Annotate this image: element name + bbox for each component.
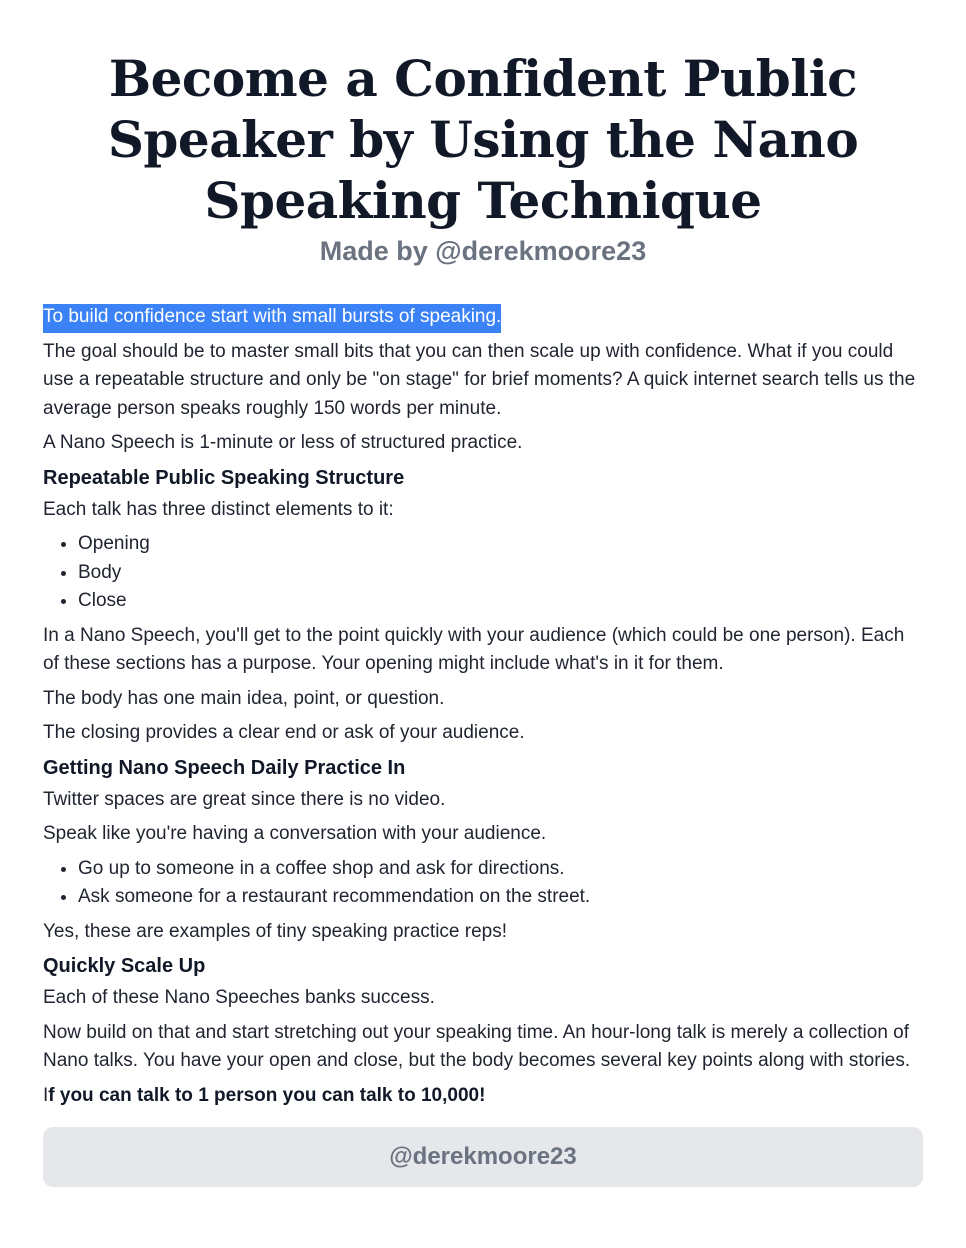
section-heading: Repeatable Public Speaking Structure (43, 466, 405, 489)
paragraph: Now build on that and start stretching out your speaking time. An hour-long talk is merely a collection of Nano talks. You have your open and close, but the body becomes several key points along with stories. (43, 1021, 911, 1071)
list-item: • Go up to someone in a coffee shop and ask for directions. (78, 855, 923, 884)
selection-highlight[interactable]: To build confidence start with small bursts of speaking. (43, 304, 501, 333)
list-item: • Close (78, 587, 923, 616)
paragraph: Each of these Nano Speeches banks success. (43, 987, 435, 1008)
byline: Made by @derekmoore23 (319, 236, 647, 266)
list-item: • Body (78, 559, 923, 588)
page (0, 48, 966, 1187)
paragraph: The closing provides a clear end or ask of your audience. (43, 722, 525, 743)
bullet-list (43, 855, 923, 912)
paragraph: Twitter spaces are great since there is no video. (43, 788, 446, 810)
paragraph: Yes, these are examples of tiny speaking practice reps! (43, 920, 507, 942)
list-item: • Opening (78, 530, 923, 559)
closing-bold: f you can talk to 1 person you can talk to 10,000! (48, 1084, 486, 1106)
paragraph: A Nano Speech is 1-minute or less of structured practice. (43, 432, 523, 453)
paragraph: In a Nano Speech, you'll get to the point quickly with your audience (which could be one person). Each of these sections has a purpose. Your opening might include what's in it for them. (43, 624, 905, 674)
highlighted-sentence (43, 303, 923, 332)
article-body (43, 303, 923, 1110)
section-heading: Getting Nano Speech Daily Practice In (43, 756, 406, 779)
section-heading: Quickly Scale Up (43, 955, 206, 977)
closing-statement (43, 1082, 923, 1111)
paragraph: Each talk has three distinct elements to it: (43, 498, 394, 520)
paragraph: The goal should be to master small bits that you can then scale up with confidence. What if you could use a repeatable structure and only be "on stage" for brief moments? A quick internet search tells us the average person speaks roughly 150 words per minute. (43, 340, 916, 419)
paragraph: The body has one main idea, point, or question. (43, 687, 445, 709)
list-item: • Ask someone for a restaurant recommendation on the street. (78, 883, 923, 912)
bullet-list (43, 530, 923, 616)
footer-handle-banner: @derekmoore23 (43, 1127, 923, 1187)
paragraph: Speak like you're having a conversation with your audience. (43, 823, 547, 844)
closing-prefix: I (43, 1084, 49, 1106)
page-title: Become a Confident Public Speaker by Using the Nano Speaking Technique (107, 49, 859, 230)
